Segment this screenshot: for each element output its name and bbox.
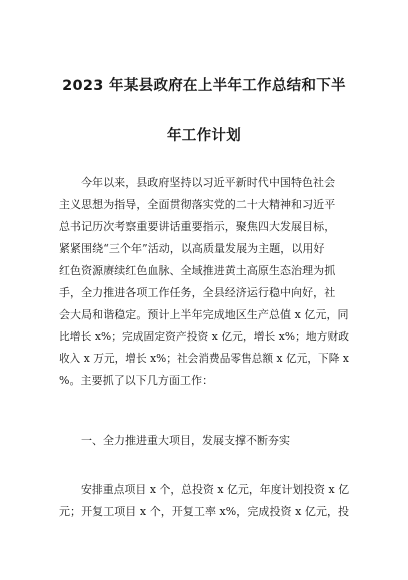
document-title-line-1: 2023 年某县政府在上半年工作总结和下半 bbox=[62, 78, 346, 94]
document-title-line-2: 年工作计划 bbox=[167, 128, 241, 144]
paragraph-line: 元；开复工项目 x 个，开复工率 x%，完成投资 x 亿元，投 bbox=[59, 505, 350, 518]
paragraph-line: 主义思想为指导，全面贯彻落实党的二十大精神和习近平 bbox=[59, 198, 336, 211]
paragraph-line: %。主要抓了以下几方面工作： bbox=[59, 374, 214, 387]
paragraph-line: 紧紧围绕“三个年”活动，以高质量发展为主题，以用好 bbox=[59, 242, 325, 255]
paragraph-line: 红色资源赓续红色血脉、全域推进黄土高原生态治理为抓 bbox=[59, 264, 336, 277]
section-heading: 一、全力推进重大项目，发展支撑不断夯实 bbox=[81, 434, 290, 447]
paragraph-line: 手，全力推进各项工作任务，全县经济运行稳中向好，社 bbox=[59, 286, 336, 299]
paragraph-line: 会大局和谐稳定。预计上半年完成地区生产总值 x 亿元，同 bbox=[59, 308, 349, 321]
paragraph-line: 安排重点项目 x 个，总投资 x 亿元，年度计划投资 x 亿 bbox=[81, 483, 350, 496]
paragraph-line: 收入 x 万元，增长 x%；社会消费品零售总额 x 亿元，下降 x bbox=[59, 352, 349, 365]
paragraph-line: 今年以来，县政府坚持以习近平新时代中国特色社会 bbox=[81, 176, 336, 189]
paragraph-line: 总书记历次考察重要讲话重要指示，聚焦四大发展目标， bbox=[59, 220, 336, 233]
paragraph-line: 比增长 x%；完成固定资产投资 x 亿元，增长 x%；地方财政 bbox=[59, 330, 350, 343]
